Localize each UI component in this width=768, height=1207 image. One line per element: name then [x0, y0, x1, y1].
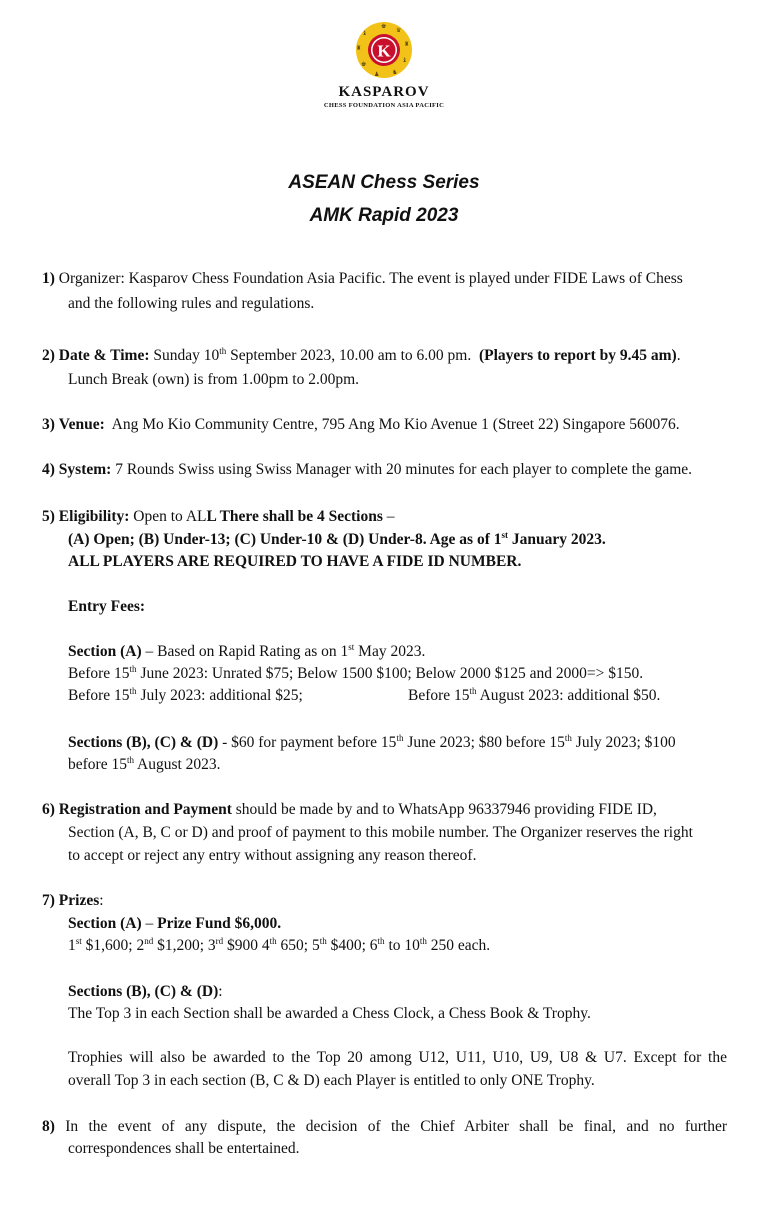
fees-section-a: Section (A) – Based on Rapid Rating as on 1st May 2023.: [68, 642, 426, 660]
entry-fees-heading: Entry Fees:: [68, 598, 146, 615]
prizes-section-a: Section (A) – Prize Fund $6,000.: [68, 915, 282, 932]
svg-text:K: K: [377, 41, 391, 61]
prizes-section-a-list: 1st $1,600; 2nd $1,200; 3rd $900 4th 650; 5th $400; 6th to 10th 250 each.: [68, 936, 491, 954]
fees-before-june: Before 15th June 2023: Unrated $75; Below 1500 $100; Below 2000 $125 and 2000=> $150.: [68, 664, 644, 682]
svg-text:♚: ♚: [361, 61, 367, 68]
prizes-bcd-text: The Top 3 in each Section shall be awarded a Chess Clock, a Chess Book & Trophy.: [68, 1005, 591, 1022]
section-2-line-1: 2) Date & Time: Sunday 10th September 2023, 10.00 am to 6.00 pm. (Players to report by 9.45 am).: [42, 346, 681, 364]
fees-sections-bcd-line-2: before 15th August 2023.: [68, 755, 221, 773]
section-6-line-3: to accept or reject any entry without assigning any reason thereof.: [68, 847, 477, 864]
svg-text:♛: ♛: [396, 27, 402, 34]
fees-before-july: Before 15th July 2023: additional $25;: [68, 686, 303, 704]
section-8-line-2: correspondences shall be entertained.: [68, 1140, 300, 1157]
section-7-heading: 7) Prizes:: [42, 892, 104, 909]
section-4: 4) System: 7 Rounds Swiss using Swiss Manager with 20 minutes for each player to complete the game.: [42, 461, 693, 478]
doc-title: ASEAN Chess Series: [288, 172, 480, 193]
kasparov-emblem-icon: [344, 18, 424, 82]
svg-text:♚: ♚: [381, 23, 387, 30]
svg-text:♜: ♜: [404, 41, 410, 48]
section-3: 3) Venue: Ang Mo Kio Community Centre, 795 Ang Mo Kio Avenue 1 (Street 22) Singapore 560076.: [42, 416, 680, 433]
svg-text:♜: ♜: [356, 45, 362, 52]
svg-text:♝: ♝: [362, 30, 368, 37]
trophies-line-1: Trophies will also be awarded to the Top 20 among U12, U11, U10, U9, U8 & U7. Except for the: [68, 1049, 727, 1066]
section-6-line-2: Section (A, B, C or D) and proof of payment to this mobile number. The Organizer reserves the right: [68, 824, 693, 841]
section-8-line-1: 8) In the event of any dispute, the decision of the Chief Arbiter shall be final, and no further: [42, 1118, 728, 1135]
brand-name: KASPAROV: [338, 84, 430, 100]
section-1-line-2: and the following rules and regulations.: [68, 295, 315, 312]
section-2-line-2: Lunch Break (own) is from 1.00pm to 2.00pm.: [68, 371, 360, 388]
svg-text:♞: ♞: [392, 69, 398, 76]
fees-sections-bcd-line-1: Sections (B), (C) & (D) - $60 for payment before 15th June 2023; $80 before 15th July 2023; $100: [68, 733, 676, 751]
prizes-sections-bcd: Sections (B), (C) & (D):: [68, 983, 223, 1000]
section-5-line-2: (A) Open; (B) Under-13; (C) Under-10 & (D) Under-8. Age as of 1st January 2023.: [68, 530, 606, 548]
section-5-line-1: 5) Eligibility: Open to ALL There shall be 4 Sections –: [42, 508, 395, 525]
section-5-line-3: ALL PLAYERS ARE REQUIRED TO HAVE A FIDE ID NUMBER.: [68, 553, 522, 570]
fees-before-august: Before 15th August 2023: additional $50.: [408, 686, 661, 704]
section-6-line-1: 6) Registration and Payment should be made by and to WhatsApp 96337946 providing FIDE ID,: [42, 801, 657, 818]
logo: [0, 18, 768, 109]
trophies-line-2: overall Top 3 in each section (B, C & D) each Player is entitled to only ONE Trophy.: [68, 1072, 595, 1089]
brand-tagline: CHESS FOUNDATION ASIA PACIFIC: [323, 102, 445, 109]
doc-subtitle: AMK Rapid 2023: [309, 205, 459, 226]
svg-text:♟: ♟: [374, 71, 380, 78]
svg-text:♝: ♝: [402, 57, 408, 64]
section-1-line-1: 1) Organizer: Kasparov Chess Foundation Asia Pacific. The event is played under FIDE Laws of Chess: [42, 270, 683, 287]
